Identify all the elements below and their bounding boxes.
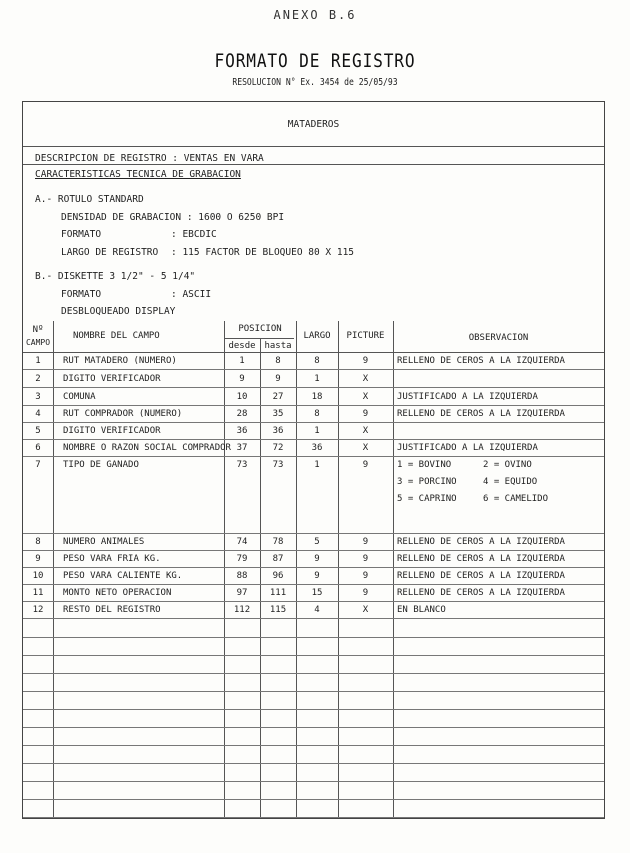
cell-length: 8 (314, 409, 320, 419)
header-length: LARGO (303, 331, 331, 341)
divider (224, 338, 294, 339)
row-divider (23, 456, 604, 457)
header-position: POSICION (238, 324, 282, 334)
cell-field-number: 1 (35, 356, 41, 366)
cell-picture: 9 (362, 356, 369, 366)
cell-to: 36 (272, 426, 284, 436)
cell-observation: JUSTIFICADO A LA IZQUIERDA (397, 443, 538, 453)
cell-field-number: 6 (35, 443, 41, 453)
cell-observation: RELLENO DE CEROS A LA IZQUIERDA (397, 356, 565, 366)
cell-length: 36 (311, 443, 323, 453)
cell-field-number: 5 (35, 426, 41, 436)
row-divider (23, 601, 604, 602)
header-field-name: NOMBRE DEL CAMPO (73, 331, 160, 341)
cell-field-name: RUT MATADERO (NUMERO) (63, 356, 177, 366)
document-title: FORMATO DE REGISTRO (214, 50, 416, 72)
cell-field-number: 8 (35, 537, 41, 547)
recording-density: DENSIDAD DE GRABACION : 1600 O 6250 BPI (61, 212, 285, 223)
cell-field-number: 7 (35, 460, 41, 470)
row-divider (23, 533, 604, 534)
recording-characteristics: CARACTERISTICAS TECNICA DE GRABACION (35, 169, 241, 180)
header-to: hasta (264, 341, 292, 351)
cell-length: 1 (314, 460, 320, 470)
cell-from: 79 (236, 554, 248, 564)
livestock-type-code: 2 = OVINO (483, 460, 532, 470)
cell-picture: X (362, 443, 369, 453)
cell-observation: RELLENO DE CEROS A LA IZQUIERDA (397, 409, 565, 419)
record-length-value: : 115 FACTOR DE BLOQUEO 80 X 115 (171, 247, 355, 258)
cell-observation: JUSTIFICADO A LA IZQUIERDA (397, 392, 538, 402)
cell-to: 35 (272, 409, 284, 419)
empty-row-divider (23, 763, 604, 764)
row-divider (23, 439, 604, 440)
column-divider (393, 321, 394, 818)
section-title: MATADEROS (287, 119, 340, 130)
row-divider (23, 369, 604, 370)
cell-to: 27 (272, 392, 284, 402)
cell-length: 9 (314, 571, 320, 581)
record-description: DESCRIPCION DE REGISTRO : VENTAS EN VARA (35, 153, 264, 164)
livestock-type-code: 6 = CAMELIDO (483, 494, 549, 504)
format-value-a: : EBCDIC (171, 229, 217, 240)
cell-field-name: TIPO DE GANADO (63, 460, 139, 470)
cell-to: 96 (272, 571, 284, 581)
field-table (23, 321, 604, 818)
cell-field-name: PESO VARA FRIA KG. (63, 554, 161, 564)
cell-observation: RELLENO DE CEROS A LA IZQUIERDA (397, 571, 565, 581)
record-format-form (22, 101, 605, 819)
empty-row-divider (23, 799, 604, 800)
divider (23, 352, 604, 353)
cell-from: 112 (233, 605, 251, 615)
annex-label: ANEXO B.6 (273, 8, 357, 22)
format-label-b: FORMATO (61, 289, 102, 300)
cell-picture: X (362, 374, 369, 384)
empty-row-divider (23, 637, 604, 638)
cell-length: 15 (311, 588, 323, 598)
unblocked-display: DESBLOQUEADO DISPLAY (61, 306, 176, 317)
format-label-a: FORMATO (61, 229, 102, 240)
header-observation: OBSERVACION (468, 333, 529, 343)
cell-field-number: 4 (35, 409, 41, 419)
cell-picture: 9 (362, 554, 369, 564)
row-divider (23, 387, 604, 388)
cell-field-name: PESO VARA CALIENTE KG. (63, 571, 183, 581)
cell-from: 28 (236, 409, 248, 419)
cell-field-name: RESTO DEL REGISTRO (63, 605, 161, 615)
cell-from: 1 (239, 356, 245, 366)
cell-field-number: 10 (32, 571, 44, 581)
row-divider (23, 584, 604, 585)
empty-row-divider (23, 781, 604, 782)
section-a-label: A.- ROTULO STANDARD (35, 194, 144, 205)
cell-from: 9 (239, 374, 245, 384)
record-length-label: LARGO DE REGISTRO (61, 247, 159, 258)
empty-row-divider (23, 673, 604, 674)
livestock-type-code: 4 = EQUIDO (483, 477, 538, 487)
empty-row-divider (23, 709, 604, 710)
cell-field-number: 9 (35, 554, 41, 564)
empty-row-divider (23, 745, 604, 746)
cell-picture: X (362, 426, 369, 436)
cell-picture: 9 (362, 409, 369, 419)
cell-picture: 9 (362, 537, 369, 547)
header-campo: CAMPO (25, 338, 51, 347)
cell-to: 87 (272, 554, 284, 564)
cell-field-name: DIGITO VERIFICADOR (63, 374, 161, 384)
row-divider (23, 405, 604, 406)
cell-observation: RELLENO DE CEROS A LA IZQUIERDA (397, 588, 565, 598)
cell-field-name: NUMERO ANIMALES (63, 537, 145, 547)
empty-row-divider (23, 655, 604, 656)
livestock-type-code: 3 = PORCINO (397, 477, 457, 487)
divider (23, 164, 604, 165)
empty-row-divider (23, 691, 604, 692)
cell-length: 1 (314, 426, 320, 436)
cell-length: 18 (311, 392, 323, 402)
livestock-type-code: 1 = BOVINO (397, 460, 452, 470)
cell-to: 73 (272, 460, 284, 470)
cell-field-name: NOMBRE O RAZON SOCIAL COMPRADOR (63, 443, 231, 453)
cell-length: 9 (314, 554, 320, 564)
cell-field-number: 12 (32, 605, 44, 615)
row-divider (23, 618, 604, 619)
cell-to: 9 (275, 374, 281, 384)
row-divider (23, 550, 604, 551)
cell-length: 1 (314, 374, 320, 384)
cell-picture: 9 (362, 571, 369, 581)
cell-field-name: MONTO NETO OPERACION (63, 588, 172, 598)
cell-from: 88 (236, 571, 248, 581)
header-picture: PICTURE (346, 331, 385, 341)
cell-from: 97 (236, 588, 248, 598)
row-divider (23, 422, 604, 423)
cell-from: 36 (236, 426, 248, 436)
cell-from: 37 (236, 443, 248, 453)
cell-to: 72 (272, 443, 284, 453)
row-divider (23, 567, 604, 568)
cell-to: 8 (275, 356, 281, 366)
divider (23, 146, 604, 147)
cell-to: 111 (269, 588, 287, 598)
column-divider (53, 321, 54, 818)
cell-length: 4 (314, 605, 320, 615)
cell-observation: EN BLANCO (397, 605, 446, 615)
cell-picture: X (362, 392, 369, 402)
cell-field-number: 2 (35, 374, 41, 384)
cell-to: 78 (272, 537, 284, 547)
empty-row-divider (23, 727, 604, 728)
cell-observation: RELLENO DE CEROS A LA IZQUIERDA (397, 554, 565, 564)
cell-field-name: RUT COMPRADOR (NUMERO) (63, 409, 183, 419)
header-campo-number: Nº (32, 325, 44, 335)
cell-length: 8 (314, 356, 320, 366)
cell-field-name: COMUNA (63, 392, 96, 402)
resolution-subtitle: RESOLUCION N° Ex. 3454 de 25/05/93 (232, 77, 398, 88)
cell-observation: RELLENO DE CEROS A LA IZQUIERDA (397, 537, 565, 547)
cell-from: 10 (236, 392, 248, 402)
cell-to: 115 (269, 605, 287, 615)
cell-field-name: DIGITO VERIFICADOR (63, 426, 161, 436)
section-b-label: B.- DISKETTE 3 1/2" - 5 1/4" (35, 271, 196, 282)
format-value-b: : ASCII (171, 289, 212, 300)
cell-from: 73 (236, 460, 248, 470)
cell-picture: 9 (362, 588, 369, 598)
cell-field-number: 3 (35, 392, 41, 402)
cell-picture: X (362, 605, 369, 615)
cell-length: 5 (314, 537, 320, 547)
cell-picture: 9 (362, 460, 369, 470)
header-from: desde (228, 341, 256, 351)
cell-field-number: 11 (32, 588, 44, 598)
cell-from: 74 (236, 537, 248, 547)
livestock-type-code: 5 = CAPRINO (397, 494, 457, 504)
empty-row-divider (23, 817, 604, 818)
